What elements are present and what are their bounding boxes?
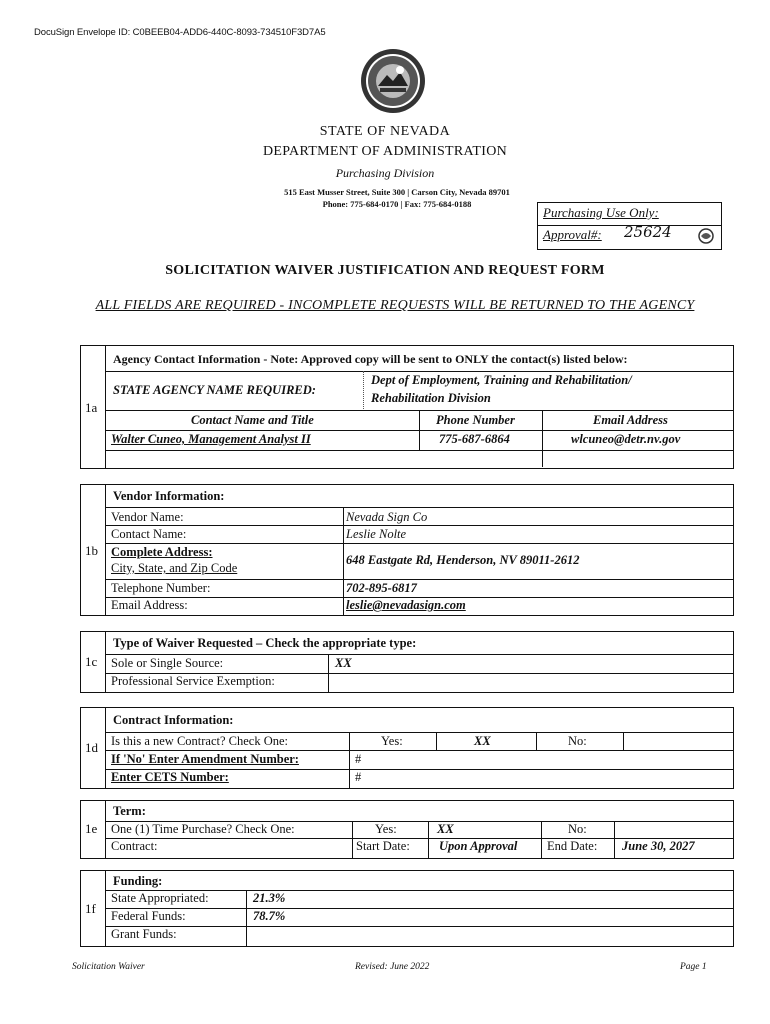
- phone-line: Phone: 775-684-0170 | Fax: 775-684-0188: [322, 199, 472, 209]
- contact-name-value[interactable]: Walter Cuneo, Management Analyst II: [111, 432, 311, 446]
- new-contract-no-label: No:: [568, 734, 587, 748]
- section-1b: [80, 484, 734, 616]
- new-contract-yes-label: Yes:: [381, 734, 403, 748]
- contact-phone-value[interactable]: 775-687-6864: [439, 432, 510, 446]
- col-contact-name: Contact Name and Title: [191, 413, 314, 427]
- section-number: 1e: [85, 821, 98, 836]
- section-number: 1c: [85, 654, 98, 669]
- division-heading: Purchasing Division: [335, 166, 435, 180]
- state-appropriated-value[interactable]: 21.3%: [253, 891, 286, 905]
- section-1f: [80, 870, 734, 947]
- federal-funds-value[interactable]: 78.7%: [253, 909, 286, 923]
- sole-source-label: Sole or Single Source:: [111, 656, 224, 670]
- section-number: 1a: [85, 400, 98, 415]
- grant-funds-label: Grant Funds:: [111, 927, 177, 941]
- agency-name-value-2[interactable]: Rehabilitation Division: [371, 391, 491, 405]
- contact-name-label: Contact Name:: [111, 527, 187, 541]
- section-number: 1b: [85, 543, 98, 558]
- section-number: 1f: [85, 901, 96, 916]
- cets-label: Enter CETS Number:: [111, 770, 229, 784]
- contact-email-value[interactable]: wlcuneo@detr.nv.gov: [571, 432, 681, 446]
- vendor-address-value[interactable]: 648 Eastgate Rd, Henderson, NV 89011-2612: [346, 553, 580, 567]
- footer-right: Page 1: [680, 962, 707, 972]
- footer-center: Revised: June 2022: [355, 962, 430, 972]
- agency-name-value-1[interactable]: Dept of Employment, Training and Rehabilitation/: [371, 373, 632, 387]
- contract-label: Contract:: [111, 839, 158, 853]
- approval-label: Approval#:: [543, 227, 602, 242]
- complete-address-label: Complete Address:: [111, 545, 213, 559]
- envelope-id: DocuSign Envelope ID: C0BEEB04-ADD6-440C-8093-734510F3D7A5: [34, 27, 326, 38]
- agency-contact-header: Agency Contact Information - Note: Approved copy will be sent to ONLY the contact(s) listed below:: [113, 352, 628, 366]
- approval-number: 25624: [624, 223, 672, 241]
- section-1c: [80, 631, 734, 693]
- required-notice: ALL FIELDS ARE REQUIRED - INCOMPLETE REQUESTS WILL BE RETURNED TO THE AGENCY: [95, 298, 695, 313]
- state-appropriated-label: State Appropriated:: [111, 891, 209, 905]
- state-seal-icon: [360, 48, 426, 114]
- vendor-name-label: Vendor Name:: [111, 510, 184, 524]
- term-header: Term:: [113, 804, 146, 818]
- purchasing-use-label: Purchasing Use Only:: [543, 205, 659, 220]
- section-1d: [80, 707, 734, 789]
- agency-name-label: STATE AGENCY NAME REQUIRED:: [113, 383, 316, 397]
- amendment-value[interactable]: #: [355, 752, 362, 766]
- telephone-label: Telephone Number:: [111, 581, 211, 595]
- department-heading: DEPARTMENT OF ADMINISTRATION: [262, 144, 508, 159]
- new-contract-label: Is this a new Contract? Check One:: [111, 734, 289, 748]
- new-contract-yes-value[interactable]: XX: [474, 734, 491, 748]
- one-time-yes-label: Yes:: [375, 822, 397, 836]
- stamp-icon: [696, 227, 716, 245]
- purchasing-use-box: [537, 202, 722, 250]
- vendor-info-header: Vendor Information:: [113, 489, 225, 503]
- end-date-label: End Date:: [547, 839, 598, 853]
- email-label: Email Address:: [111, 598, 188, 612]
- form-title: SOLICITATION WAIVER JUSTIFICATION AND REQUEST FORM: [165, 263, 605, 278]
- section-number: 1d: [85, 740, 98, 755]
- vendor-name-value[interactable]: Nevada Sign Co: [346, 510, 428, 524]
- col-email-address: Email Address: [593, 413, 668, 427]
- footer-left: Solicitation Waiver: [72, 962, 145, 972]
- federal-funds-label: Federal Funds:: [111, 909, 186, 923]
- waiver-type-header: Type of Waiver Requested – Check the appropriate type:: [113, 636, 417, 650]
- vendor-contact-value[interactable]: Leslie Nolte: [346, 527, 407, 541]
- address-line: 515 East Musser Street, Suite 300 | Carson City, Nevada 89701: [284, 187, 510, 197]
- one-time-no-label: No:: [568, 822, 587, 836]
- one-time-yes-value[interactable]: XX: [437, 822, 454, 836]
- one-time-label: One (1) Time Purchase? Check One:: [111, 822, 295, 836]
- end-date-value[interactable]: June 30, 2027: [622, 839, 695, 853]
- vendor-email-value[interactable]: leslie@nevadasign.com: [346, 598, 466, 612]
- start-date-label: Start Date:: [356, 839, 410, 853]
- col-phone-number: Phone Number: [436, 413, 515, 427]
- contract-info-header: Contract Information:: [113, 713, 234, 727]
- section-1e: [80, 800, 734, 859]
- sole-source-value[interactable]: XX: [335, 656, 352, 670]
- funding-header: Funding:: [113, 874, 163, 888]
- vendor-phone-value[interactable]: 702-895-6817: [346, 581, 417, 595]
- section-1a: [80, 345, 734, 469]
- state-heading: STATE OF NEVADA: [319, 124, 451, 139]
- cets-value[interactable]: #: [355, 770, 362, 784]
- prof-service-label: Professional Service Exemption:: [111, 674, 275, 688]
- address-sub-label: City, State, and Zip Code: [111, 561, 238, 575]
- start-date-value[interactable]: Upon Approval: [439, 839, 518, 853]
- amendment-label: If 'No' Enter Amendment Number:: [111, 752, 299, 766]
